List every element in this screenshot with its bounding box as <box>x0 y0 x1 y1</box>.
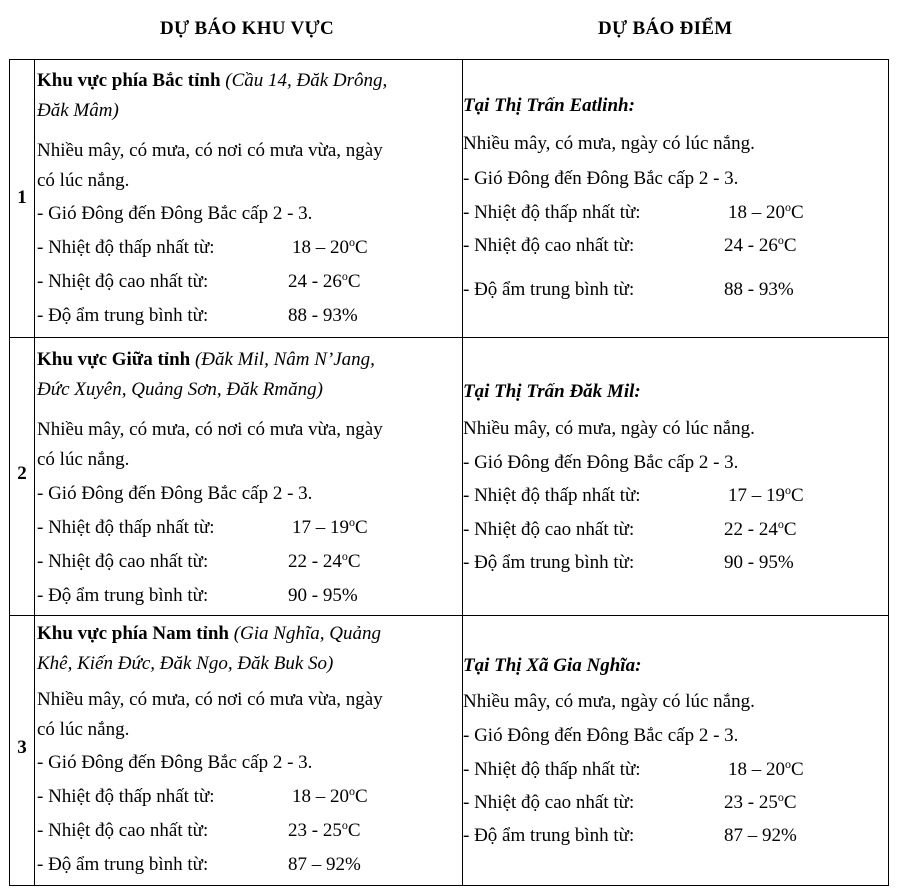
area-places-cont: Đức Xuyên, Quảng Sơn, Đăk Rmăng) <box>37 379 323 400</box>
area-max-temp-value: 22 - 24$^o$C <box>288 549 361 572</box>
area-forecast-cell <box>34 60 463 337</box>
point-humidity-label: - Độ ẩm trung bình từ: <box>463 552 635 573</box>
point-max-temp-value: 23 - 25$^o$C <box>724 790 797 813</box>
area-max-temp-label: - Nhiệt độ cao nhất từ: <box>37 820 209 841</box>
area-wind: - Gió Đông đến Đông Bắc cấp 2 - 3. <box>37 483 313 504</box>
area-wind: - Gió Đông đến Đông Bắc cấp 2 - 3. <box>37 203 313 224</box>
point-max-temp-value: 22 - 24$^o$C <box>724 517 797 540</box>
table-row <box>9 338 889 616</box>
area-forecast-cell <box>34 616 463 885</box>
area-name: Khu vực phía Nam tỉnh <box>37 623 229 644</box>
area-title-line <box>37 623 381 645</box>
point-min-temp-value: 17 – 19$^o$C <box>728 483 804 506</box>
point-name: Tại Thị Trấn Đăk Mil: <box>463 381 641 402</box>
row-number: 2 <box>17 463 27 484</box>
point-forecast-cell <box>462 338 888 615</box>
area-humidity-label: - Độ ẩm trung bình từ: <box>37 854 209 875</box>
area-max-temp-label: - Nhiệt độ cao nhất từ: <box>37 271 209 292</box>
point-min-temp-label: - Nhiệt độ thấp nhất từ: <box>463 202 641 223</box>
area-wind: - Gió Đông đến Đông Bắc cấp 2 - 3. <box>37 752 313 773</box>
area-min-temp-value: 18 – 20$^o$C <box>292 784 368 807</box>
area-humidity-label: - Độ ẩm trung bình từ: <box>37 585 209 606</box>
row-number-cell <box>10 616 35 885</box>
point-max-temp-label: - Nhiệt độ cao nhất từ: <box>463 519 635 540</box>
area-places: (Đăk Mil, Nâm N’Jang, <box>190 349 375 370</box>
point-description: Nhiều mây, có mưa, ngày có lúc nắng. <box>463 691 755 712</box>
area-description-cont: có lúc nắng. <box>37 170 130 191</box>
point-max-temp-label: - Nhiệt độ cao nhất từ: <box>463 792 635 813</box>
point-name: Tại Thị Xã Gia Nghĩa: <box>463 655 642 676</box>
area-title-line <box>37 349 375 371</box>
point-humidity-label: - Độ ẩm trung bình từ: <box>463 825 635 846</box>
area-places: (Gia Nghĩa, Quảng <box>228 623 381 644</box>
point-humidity-value: 88 - 93% <box>724 279 794 300</box>
point-min-temp-value: 18 – 20$^o$C <box>728 200 804 223</box>
table-row <box>9 616 889 886</box>
point-max-temp-value: 24 - 26$^o$C <box>724 233 797 256</box>
area-min-temp-label: - Nhiệt độ thấp nhất từ: <box>37 786 215 807</box>
row-number: 1 <box>17 187 27 208</box>
point-humidity-value: 90 - 95% <box>724 552 794 573</box>
point-description: Nhiều mây, có mưa, ngày có lúc nắng. <box>463 133 755 154</box>
point-forecast-cell <box>462 616 888 885</box>
area-max-temp-label: - Nhiệt độ cao nhất từ: <box>37 551 209 572</box>
area-min-temp-label: - Nhiệt độ thấp nhất từ: <box>37 517 215 538</box>
point-max-temp-label: - Nhiệt độ cao nhất từ: <box>463 235 635 256</box>
area-description: Nhiều mây, có mưa, có nơi có mưa vừa, ngày <box>37 689 383 710</box>
area-description-cont: có lúc nắng. <box>37 719 130 740</box>
area-places-cont: Khê, Kiến Đức, Đăk Ngo, Đăk Buk So) <box>37 653 334 674</box>
table-header <box>0 0 900 60</box>
point-humidity-label: - Độ ẩm trung bình từ: <box>463 279 635 300</box>
area-name: Khu vực Giữa tỉnh <box>37 349 191 370</box>
point-humidity-value: 87 – 92% <box>724 825 797 846</box>
point-min-temp-value: 18 – 20$^o$C <box>728 757 804 780</box>
area-description-cont: có lúc nắng. <box>37 449 130 470</box>
area-max-temp-value: 23 - 25$^o$C <box>288 818 361 841</box>
point-wind: - Gió Đông đến Đông Bắc cấp 2 - 3. <box>463 725 739 746</box>
area-description: Nhiều mây, có mưa, có nơi có mưa vừa, ngày <box>37 140 383 161</box>
table-row <box>9 59 889 338</box>
area-forecast-heading: DỰ BÁO KHU VỰC <box>160 18 334 39</box>
row-number-cell <box>10 60 35 337</box>
area-description: Nhiều mây, có mưa, có nơi có mưa vừa, ngày <box>37 419 383 440</box>
forecast-table <box>9 59 889 886</box>
point-name: Tại Thị Trấn Eatlinh: <box>463 95 635 116</box>
area-forecast-cell <box>34 338 463 615</box>
point-wind: - Gió Đông đến Đông Bắc cấp 2 - 3. <box>463 168 739 189</box>
area-min-temp-value: 18 – 20$^o$C <box>292 235 368 258</box>
point-min-temp-label: - Nhiệt độ thấp nhất từ: <box>463 759 641 780</box>
area-max-temp-value: 24 - 26$^o$C <box>288 269 361 292</box>
point-forecast-cell <box>462 60 888 337</box>
row-number: 3 <box>17 737 27 758</box>
point-min-temp-label: - Nhiệt độ thấp nhất từ: <box>463 485 641 506</box>
area-humidity-value: 87 – 92% <box>288 854 361 875</box>
area-min-temp-value: 17 – 19$^o$C <box>292 515 368 538</box>
point-description: Nhiều mây, có mưa, ngày có lúc nắng. <box>463 418 755 439</box>
area-name: Khu vực phía Bắc tỉnh <box>37 70 221 91</box>
area-places-cont: Đăk Mâm) <box>37 100 119 121</box>
area-humidity-label: - Độ ẩm trung bình từ: <box>37 305 209 326</box>
area-title-line <box>37 70 387 92</box>
area-min-temp-label: - Nhiệt độ thấp nhất từ: <box>37 237 215 258</box>
area-humidity-value: 90 - 95% <box>288 585 358 606</box>
area-humidity-value: 88 - 93% <box>288 305 358 326</box>
row-number-cell <box>10 338 35 615</box>
point-forecast-heading: DỰ BÁO ĐIỂM <box>598 18 733 39</box>
point-wind: - Gió Đông đến Đông Bắc cấp 2 - 3. <box>463 452 739 473</box>
area-places: (Cầu 14, Đăk Drông, <box>220 70 388 91</box>
